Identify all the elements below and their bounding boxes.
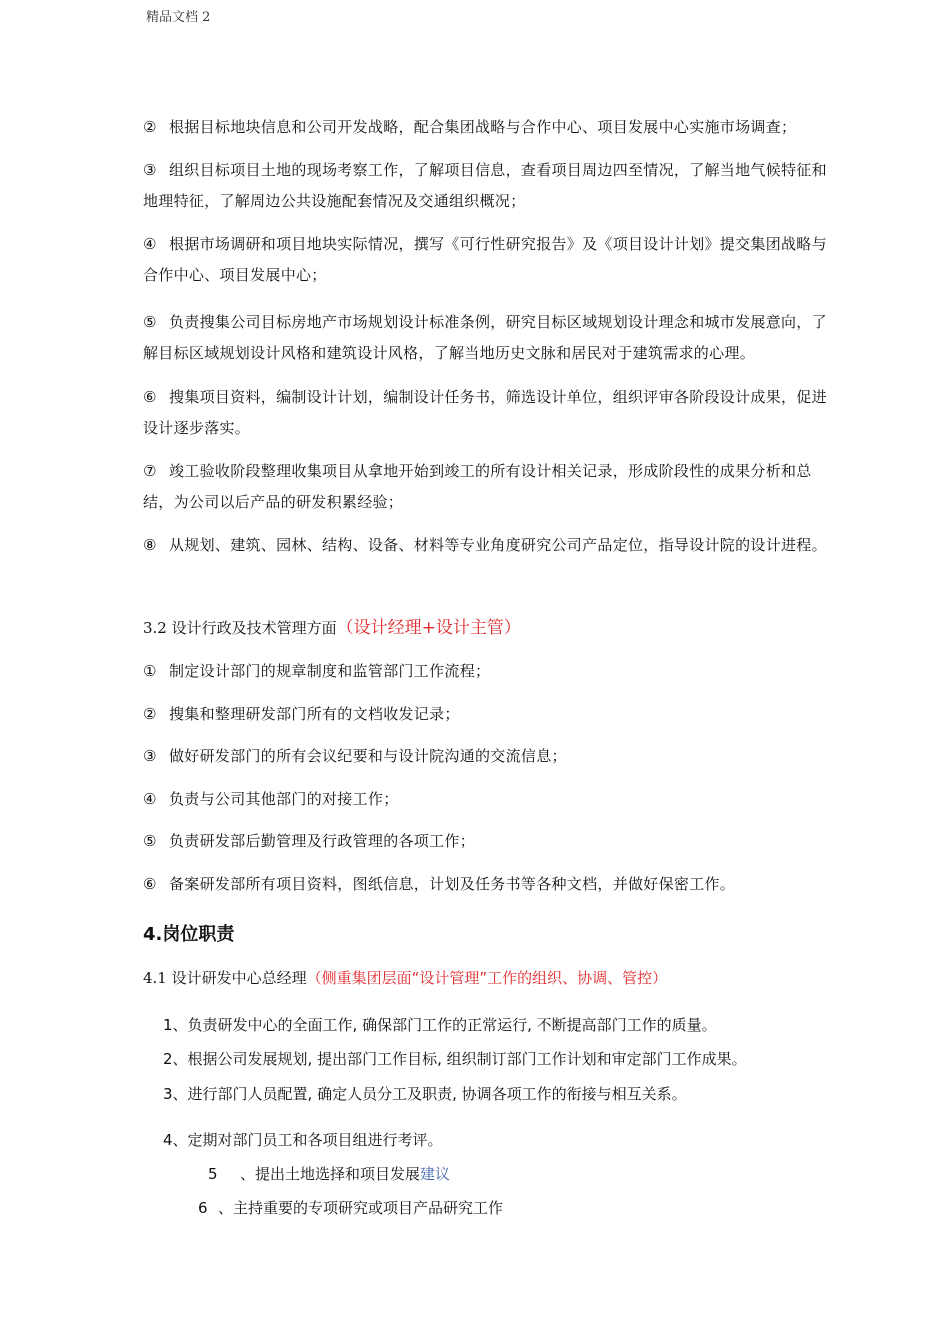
paragraph: ⑦ 竣工验收阶段整理收集项目从拿地开始到竣工的所有设计相关记录，形成阶段性的成果分析和总结，为公司以后产品的研发积累经验； xyxy=(143,462,812,511)
paragraph: ④ 负责与公司其他部门的对接工作； xyxy=(143,790,399,808)
section-heading-4: 4.岗位职责 xyxy=(143,924,235,945)
section-heading-3-2: 3.2 设计行政及技术管理方面（设计经理+设计主管） xyxy=(143,618,521,638)
paragraph: ⑥ 备案研发部所有项目资料，图纸信息，计划及任务书等各种文档，并做好保密工作。 xyxy=(143,875,736,893)
list-item: 4、定期对部门员工和各项目组进行考评。 xyxy=(163,1131,443,1149)
suggestion-link[interactable]: 建议 xyxy=(420,1165,451,1183)
section-heading-4-1: 4.1 设计研发中心总经理（侧重集团层面“设计管理”工作的组织、协调、管控） xyxy=(143,969,668,987)
list-item: 5 、提出土地选择和项目发展建议 xyxy=(208,1165,451,1183)
list-item: 6 、主持重要的专项研究或项目产品研究工作 xyxy=(198,1199,504,1217)
paragraph: ② 根据目标地块信息和公司开发战略，配合集团战略与合作中心、项目发展中心实施市场调查； xyxy=(143,118,797,136)
paragraph: ① 制定设计部门的规章制度和监管部门工作流程； xyxy=(143,662,491,680)
paragraph: ④ 根据市场调研和项目地块实际情况，撰写《可行性研究报告》及《项目设计计划》提交集团战略与合作中心、项目发展中心； xyxy=(143,235,827,284)
paragraph: ③ 组织目标项目土地的现场考察工作，了解项目信息，查看项目周边四至情况，了解当地气候特征和地理特征，了解周边公共设施配套情况及交通组织概况； xyxy=(143,161,827,210)
paragraph: ② 搜集和整理研发部门所有的文档收发记录； xyxy=(143,705,460,723)
list-item: 1、负责研发中心的全面工作, 确保部门工作的正常运行, 不断提高部门工作的质量。 xyxy=(163,1016,717,1034)
paragraph: ③ 做好研发部门的所有会议纪要和与设计院沟通的交流信息； xyxy=(143,747,567,765)
paragraph: ⑥ 搜集项目资料，编制设计计划，编制设计任务书，筛选设计单位，组织评审各阶段设计成果，促进设计逐步落实。 xyxy=(143,388,827,437)
paragraph: ⑤ 负责搜集公司目标房地产市场规划设计标准条例，研究目标区域规划设计理念和城市发展意向，了解目标区域规划设计风格和建筑设计风格，了解当地历史文脉和居民对于建筑需求的心理。 xyxy=(143,313,827,362)
paragraph: ⑤ 负责研发部后勤管理及行政管理的各项工作； xyxy=(143,832,476,850)
page-header: 精品文档 2 xyxy=(146,10,211,25)
paragraph: ⑧ 从规划、建筑、园林、结构、设备、材料等专业角度研究公司产品定位，指导设计院的设计进程。 xyxy=(143,536,827,554)
list-item: 2、根据公司发展规划, 提出部门工作目标, 组织制订部门工作计划和审定部门工作成果。 xyxy=(163,1050,747,1068)
list-item: 3、进行部门人员配置, 确定人员分工及职责, 协调各项工作的衔接与相互关系。 xyxy=(163,1085,687,1103)
